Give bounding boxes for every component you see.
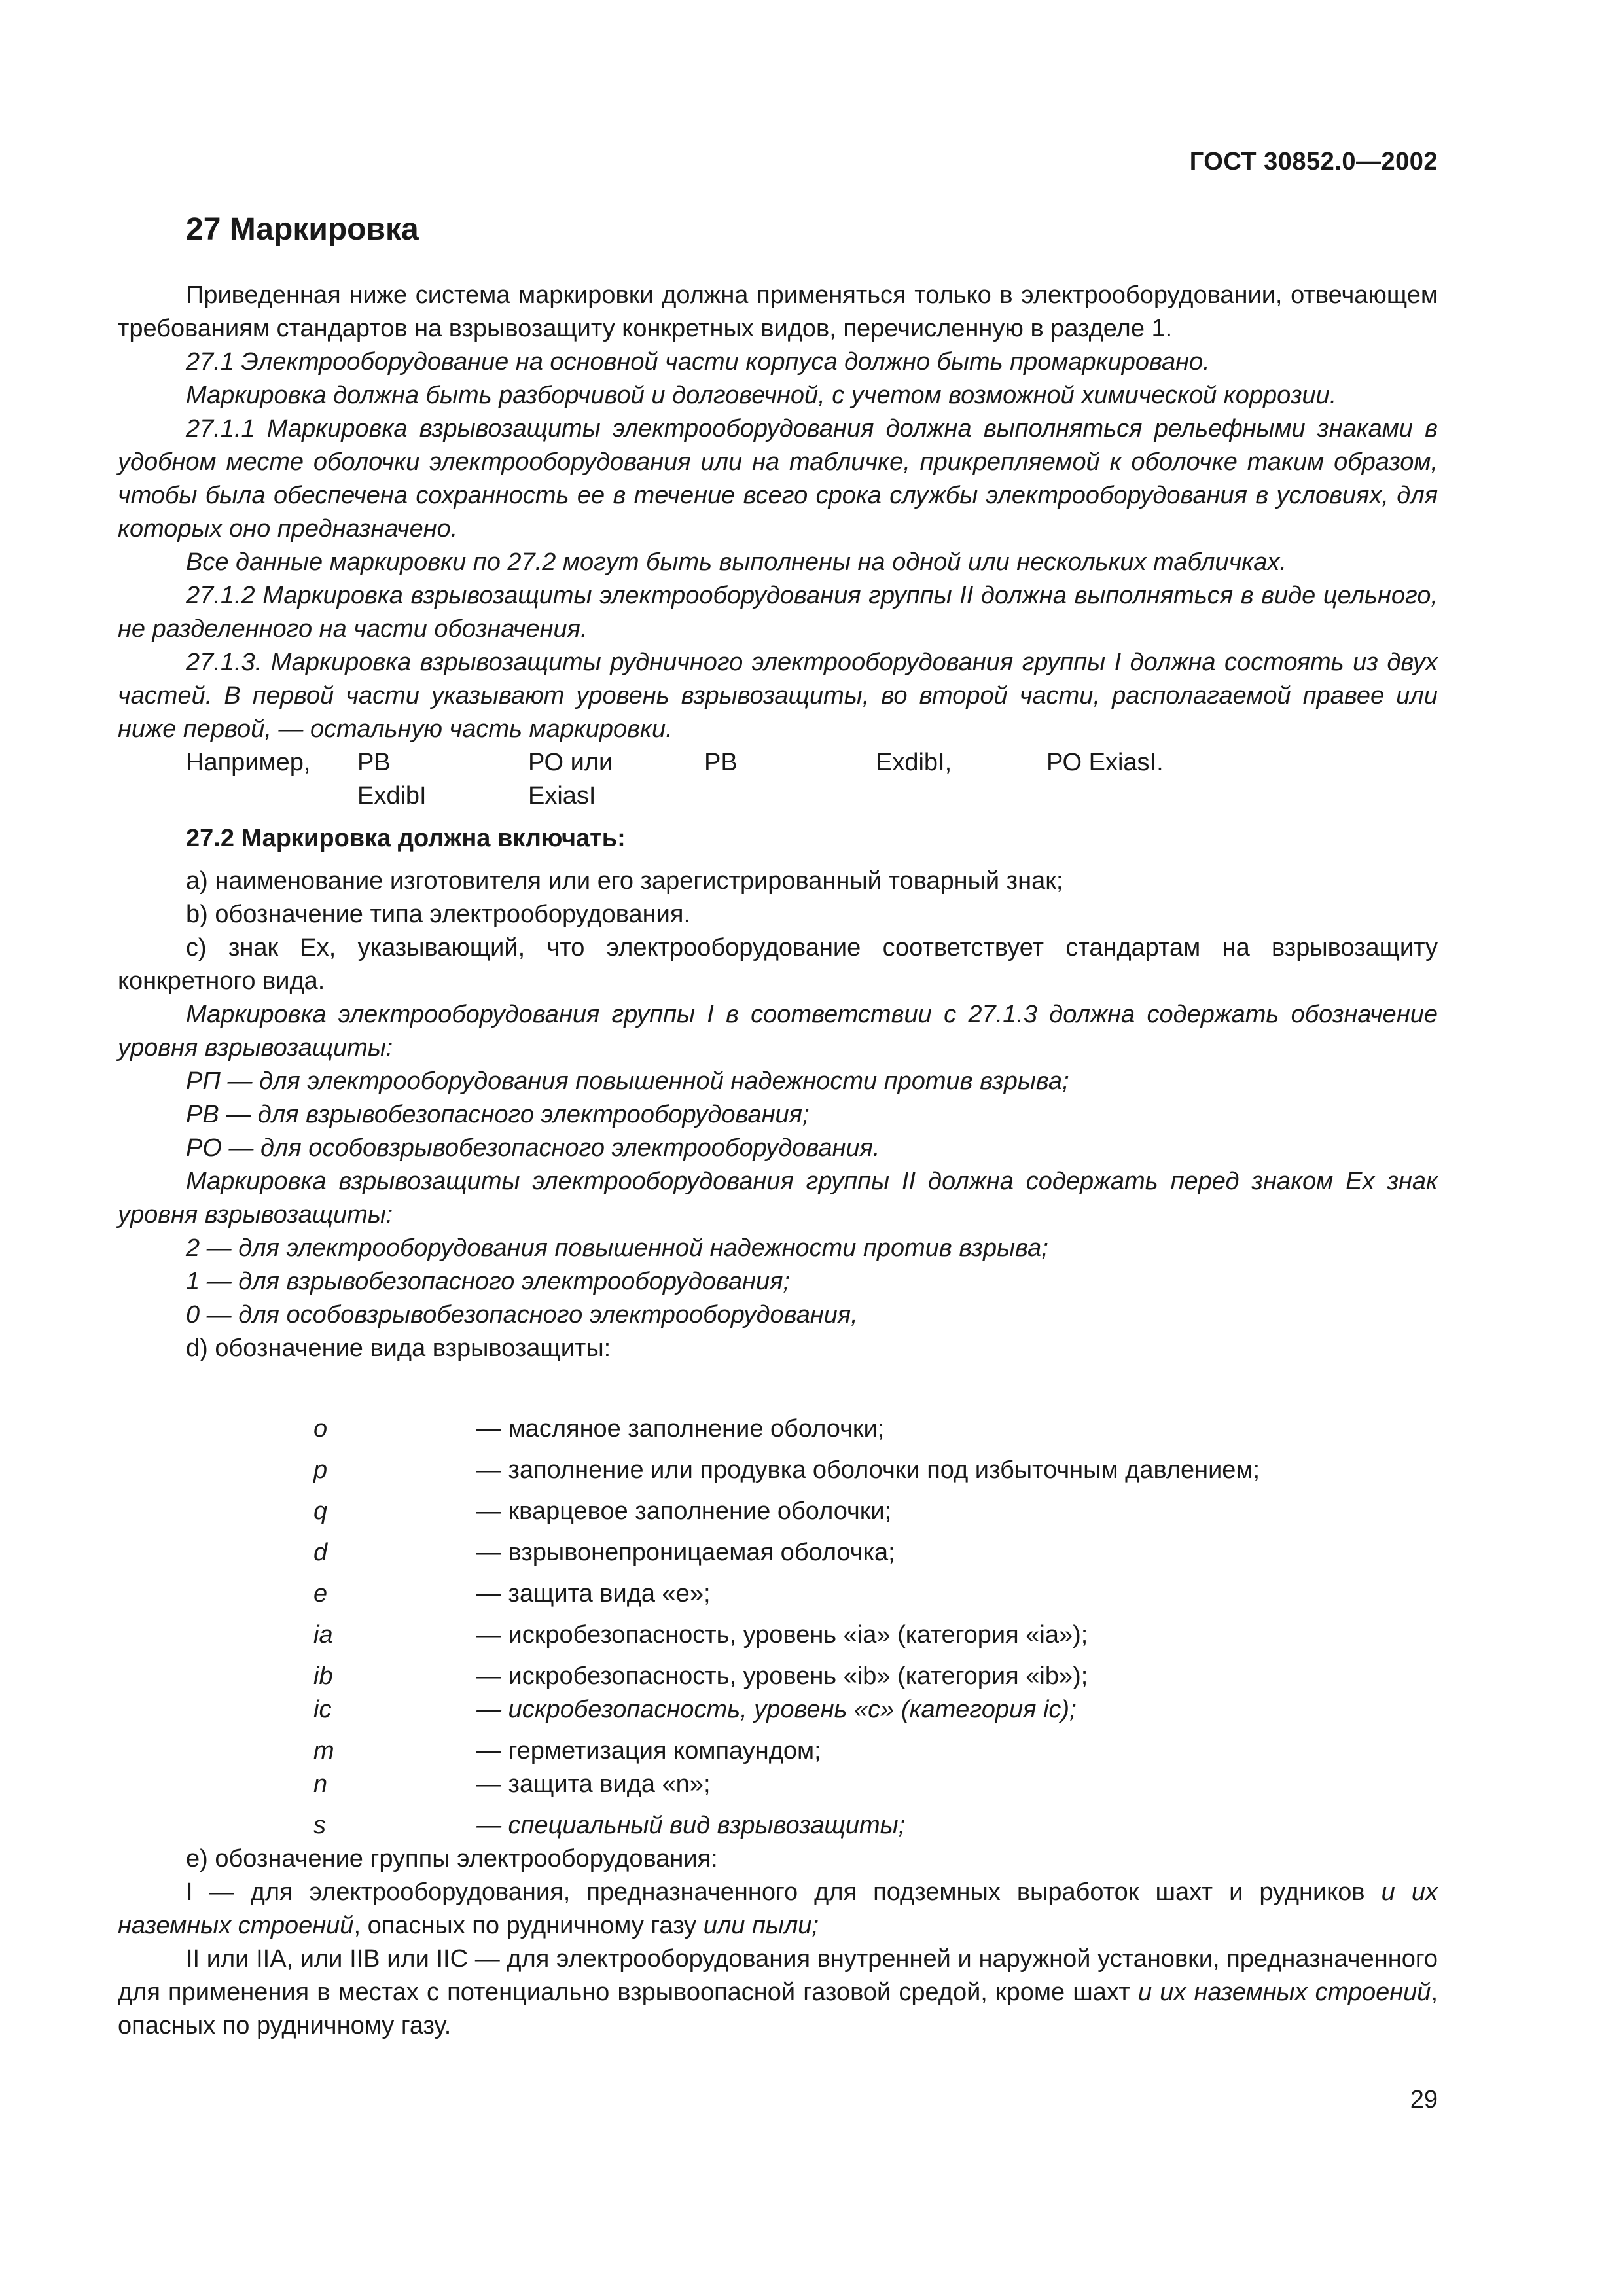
example-c5: РО ExiasI.: [1046, 749, 1164, 776]
level-1: 1 — для взрывобезопасного электрооборудования;: [186, 1268, 790, 1295]
protection-desc: — искробезопасность, уровень «ia» (категория «ia»);: [476, 1621, 1088, 1649]
protection-code: ic: [313, 1696, 332, 1723]
example-c2-top: РО или: [528, 749, 613, 776]
protection-row: [118, 1809, 1438, 1842]
protection-code: e: [313, 1580, 328, 1607]
item-d: d) обозначение вида взрывозащиты:: [186, 1335, 611, 1362]
protection-desc: — защита вида «n»;: [476, 1770, 711, 1798]
example-c4: ExdibI,: [876, 749, 952, 776]
protection-desc: — герметизация компаундом;: [476, 1737, 821, 1765]
group2-intro: Маркировка взрывозащиты электрооборудования группы II должна содержать перед знаком Ex знак уровня взрывозащиты:: [118, 1168, 1438, 1229]
protection-row: [118, 1619, 1438, 1660]
group-I-text-d: или пыли;: [703, 1912, 819, 1939]
group-II-text-c: , опасных по рудничному газу.: [118, 1979, 1438, 2039]
protection-desc: — взрывонепроницаемая оболочка;: [476, 1539, 895, 1566]
clause-27-1-1: 27.1.1 Маркировка взрывозащиты электрооборудования должна выполняться рельефными знаками в удобном месте оболочки электрооборудования или на табличке, прикрепляемой к оболочке таким образом, чтобы была обеспечена сохранность ее в течение всего срока службы электрооборудования в условиях, для которых оно предназначено.: [118, 415, 1438, 543]
protection-desc: — заполнение или продувка оболочки под избыточным давлением;: [476, 1456, 1260, 1484]
intro-paragraph: Приведенная ниже система маркировки должна применяться только в электрооборудовании, отвечающем требованиям стандартов на взрывозащиту конкретных видов, перечисленную в разделе 1.: [118, 281, 1438, 342]
group-II-definition: [118, 1943, 1438, 2043]
standard-header: ГОСТ 30852.0—2002: [1189, 148, 1438, 175]
group-I-definition: [118, 1876, 1438, 1943]
document-body: [118, 279, 1438, 2043]
protection-row: [118, 1454, 1438, 1495]
protection-desc: — искробезопасность, уровень «ib» (категория «ib»);: [476, 1662, 1088, 1690]
protection-desc: — специальный вид взрывозащиты;: [476, 1812, 906, 1839]
marking-example: [118, 746, 1438, 813]
protection-desc: — кварцевое заполнение оболочки;: [476, 1498, 892, 1525]
clause-27-2-title: 27.2 Маркировка должна включать:: [186, 825, 626, 852]
protection-row: [118, 1693, 1438, 1734]
protection-desc: — искробезопасность, уровень «c» (категория ic);: [476, 1696, 1077, 1723]
example-c3: РВ: [704, 749, 738, 776]
clause-27-1-3: 27.1.3. Маркировка взрывозащиты рудничного электрооборудования группы I должна состоять из двух частей. В первой части указывают уровень взрывозащиты, во второй части, располагаемой правее или ниже первой, — остальную часть маркировки.: [118, 649, 1438, 743]
item-c: c) знак Ex, указывающий, что электрооборудование соответствует стандартам на взрывозащиту конкретного вида.: [118, 934, 1438, 995]
example-c2-bottom: ExiasI: [528, 782, 596, 810]
clause-27-1: 27.1 Электрооборудование на основной части корпуса должно быть промаркировано.: [186, 348, 1210, 376]
clause-27-1-legibility: Маркировка должна быть разборчивой и долговечной, с учетом возможной химической коррозии.: [186, 382, 1337, 409]
protection-row: [118, 1660, 1438, 1693]
level-rp: РП — для электрооборудования повышенной надежности против взрыва;: [186, 1067, 1069, 1095]
group-I-text-c: , опасных по рудничному газу: [353, 1912, 704, 1939]
level-ro: РО — для особовзрывобезопасного электрооборудования.: [186, 1134, 880, 1162]
section-title: 27 Маркировка: [186, 212, 419, 247]
protection-code: p: [313, 1456, 328, 1484]
example-c1-bottom: ExdibI: [357, 782, 427, 810]
clause-27-1-1-plates: Все данные маркировки по 27.2 могут быть выполнены на одной или нескольких табличках.: [186, 548, 1287, 576]
example-c1-top: РВ: [357, 749, 391, 776]
level-rv: РВ — для взрывобезопасного электрооборудования;: [186, 1101, 810, 1128]
page-number: 29: [1410, 2086, 1438, 2113]
protection-row: [118, 1734, 1438, 1768]
protection-row: [118, 1577, 1438, 1619]
protection-code: s: [313, 1812, 326, 1839]
protection-code: ia: [313, 1621, 333, 1649]
protection-code: m: [313, 1737, 334, 1765]
protection-code: ib: [313, 1662, 333, 1690]
item-b: b) обозначение типа электрооборудования.: [186, 901, 691, 928]
protection-code: o: [313, 1415, 328, 1443]
group-II-text-b: и их наземных строений: [1137, 1979, 1431, 2006]
group1-intro: Маркировка электрооборудования группы I в соответствии с 27.1.3 должна содержать обозначение уровня взрывозащиты:: [118, 1001, 1438, 1062]
group-II-text-a: II или IIA, или IIB или IIC — для электрооборудования внутренней и наружной установки, предназначенного для применения в местах с потенциально взрывоопасной газовой средой, кроме шахт: [118, 1945, 1438, 2006]
protection-types-list: [118, 1412, 1438, 1842]
protection-row: [118, 1768, 1438, 1809]
item-a: a) наименование изготовителя или его зарегистрированный товарный знак;: [186, 867, 1063, 895]
protection-row: [118, 1536, 1438, 1577]
group-I-text-a: I — для электрооборудования, предназначенного для подземных выработок шахт и рудников: [186, 1878, 1382, 1906]
protection-desc: — защита вида «e»;: [476, 1580, 711, 1607]
clause-27-1-2: 27.1.2 Маркировка взрывозащиты электрооборудования группы II должна выполняться в виде цельного, не разделенного на части обозначения.: [118, 582, 1438, 643]
protection-code: d: [313, 1539, 328, 1566]
protection-code: n: [313, 1770, 328, 1798]
level-0: 0 — для особовзрывобезопасного электрооборудования,: [186, 1301, 858, 1329]
protection-row: [118, 1495, 1438, 1536]
example-label: Например,: [186, 749, 311, 776]
protection-row: [118, 1412, 1438, 1454]
item-e: e) обозначение группы электрооборудования:: [186, 1845, 718, 1873]
group-I-text-b: и их наземных строений: [118, 1878, 1438, 1939]
level-2: 2 — для электрооборудования повышенной надежности против взрыва;: [186, 1234, 1048, 1262]
protection-code: q: [313, 1498, 328, 1525]
protection-desc: — масляное заполнение оболочки;: [476, 1415, 885, 1443]
